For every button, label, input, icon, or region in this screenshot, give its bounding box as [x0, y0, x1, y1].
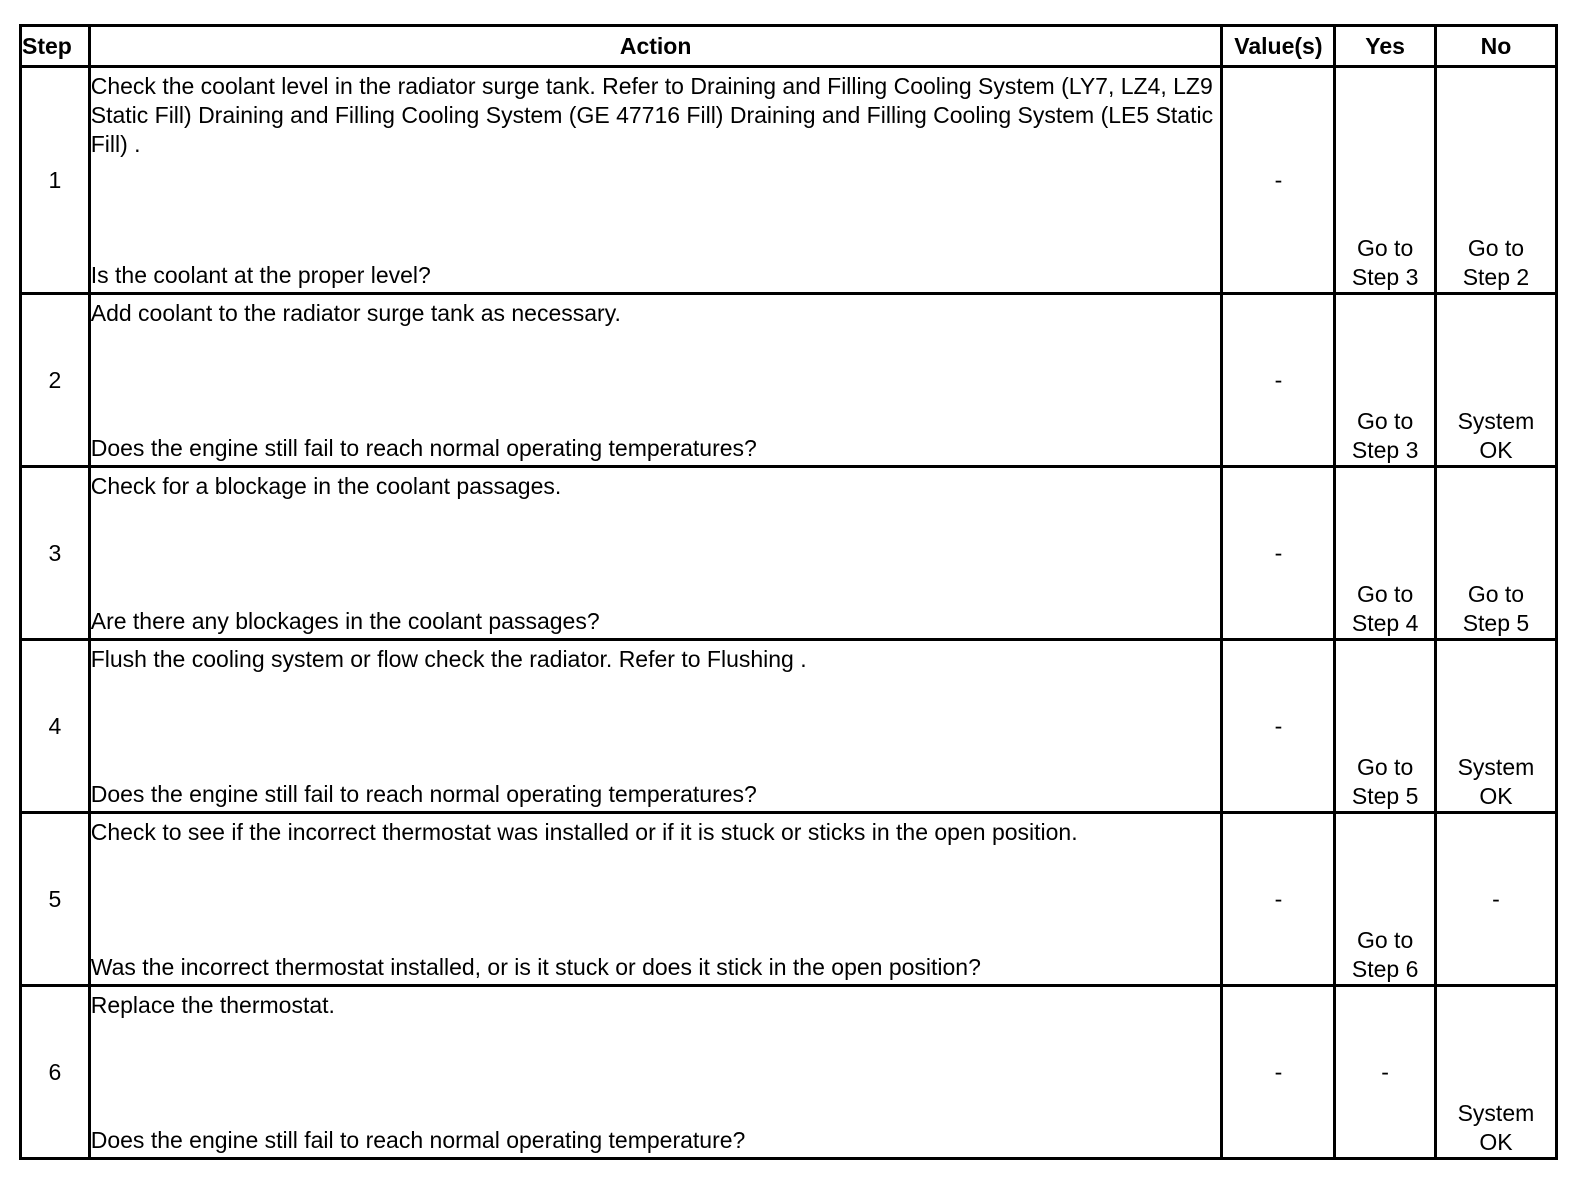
action-cell: [89, 640, 1222, 813]
step-number: 4: [21, 640, 90, 813]
action-question: Does the engine still fail to reach normal operating temperature?: [90, 1127, 746, 1153]
table-row: [21, 640, 1557, 813]
table-row: [21, 813, 1557, 986]
table-row: [21, 467, 1557, 640]
action-cell: [89, 294, 1222, 467]
action-cell: [89, 986, 1222, 1159]
yes-line-2: Step 6: [1351, 956, 1419, 982]
no-line-1: Go to: [1467, 235, 1525, 261]
no-line-2: OK: [1479, 437, 1513, 463]
action-text: Check to see if the incorrect thermostat was installed or if it is stuck or sticks in the open position.: [90, 819, 1078, 845]
yes-line-1: Go to: [1356, 235, 1414, 261]
diagnostic-table: [19, 24, 1558, 1160]
step-number: 2: [21, 294, 90, 467]
table-row: [21, 294, 1557, 467]
action-question: Is the coolant at the proper level?: [90, 262, 431, 288]
no-line-1: Go to: [1467, 581, 1525, 607]
yes-cell: [1335, 640, 1436, 813]
action-text: Replace the thermostat.: [90, 992, 335, 1018]
no-line-2: Step 2: [1462, 264, 1530, 290]
yes-cell: [1335, 67, 1436, 294]
action-cell: [89, 67, 1222, 294]
step-number: 5: [21, 813, 90, 986]
no-line-2: OK: [1479, 1129, 1513, 1155]
no-cell: [1435, 640, 1556, 813]
step-number: 3: [21, 467, 90, 640]
no-line-1: System: [1457, 408, 1535, 434]
value-cell: -: [1222, 467, 1335, 640]
yes-line-1: Go to: [1356, 408, 1414, 434]
action-text: Check for a blockage in the coolant passages.: [90, 473, 562, 499]
table-row: [21, 986, 1557, 1159]
header-values: Value(s): [1222, 26, 1335, 67]
table-row: [21, 67, 1557, 294]
step-number: 6: [21, 986, 90, 1159]
no-line-2: OK: [1479, 783, 1513, 809]
step-number: 1: [21, 67, 90, 294]
no-line-2: Step 5: [1462, 610, 1530, 636]
header-action: Action: [89, 26, 1222, 67]
no-cell: [1435, 467, 1556, 640]
action-text: Add coolant to the radiator surge tank as necessary.: [90, 300, 621, 326]
no-line-1: System: [1457, 754, 1535, 780]
yes-cell: [1335, 294, 1436, 467]
value-cell: -: [1222, 640, 1335, 813]
yes-line-1: Go to: [1356, 754, 1414, 780]
action-question: Does the engine still fail to reach normal operating temperatures?: [90, 435, 757, 461]
yes-line-2: Step 3: [1351, 264, 1419, 290]
action-text: Check the coolant level in the radiator surge tank. Refer to Draining and Filling Cooling System (LY7, LZ4, LZ9 Static Fill) Draining and Filling Cooling System (GE 47716 Fill) Draining and Filling Cooling System (LE5 Static Fill) .: [90, 73, 1214, 157]
yes-cell: [1335, 813, 1436, 986]
yes-cell: [1335, 467, 1436, 640]
action-question: Was the incorrect thermostat installed, or is it stuck or does it stick in the open position?: [90, 954, 981, 980]
no-cell: [1435, 294, 1556, 467]
action-question: Are there any blockages in the coolant passages?: [90, 608, 600, 634]
value-cell: -: [1222, 67, 1335, 294]
no-cell: [1435, 986, 1556, 1159]
action-text: Flush the cooling system or flow check the radiator. Refer to Flushing .: [90, 646, 807, 672]
yes-line-2: Step 5: [1351, 783, 1419, 809]
value-cell: -: [1222, 813, 1335, 986]
no-cell: -: [1435, 813, 1556, 986]
header-no: No: [1435, 26, 1556, 67]
no-line-1: System: [1457, 1100, 1535, 1126]
header-yes: Yes: [1335, 26, 1436, 67]
yes-cell: -: [1335, 986, 1436, 1159]
no-cell: [1435, 67, 1556, 294]
yes-line-1: Go to: [1356, 581, 1414, 607]
yes-line-1: Go to: [1356, 927, 1414, 953]
yes-line-2: Step 3: [1351, 437, 1419, 463]
action-question: Does the engine still fail to reach normal operating temperatures?: [90, 781, 757, 807]
yes-line-2: Step 4: [1351, 610, 1419, 636]
header-step: Step: [21, 26, 90, 67]
action-cell: [89, 813, 1222, 986]
header-row: [21, 26, 1557, 67]
value-cell: -: [1222, 986, 1335, 1159]
action-cell: [89, 467, 1222, 640]
value-cell: -: [1222, 294, 1335, 467]
